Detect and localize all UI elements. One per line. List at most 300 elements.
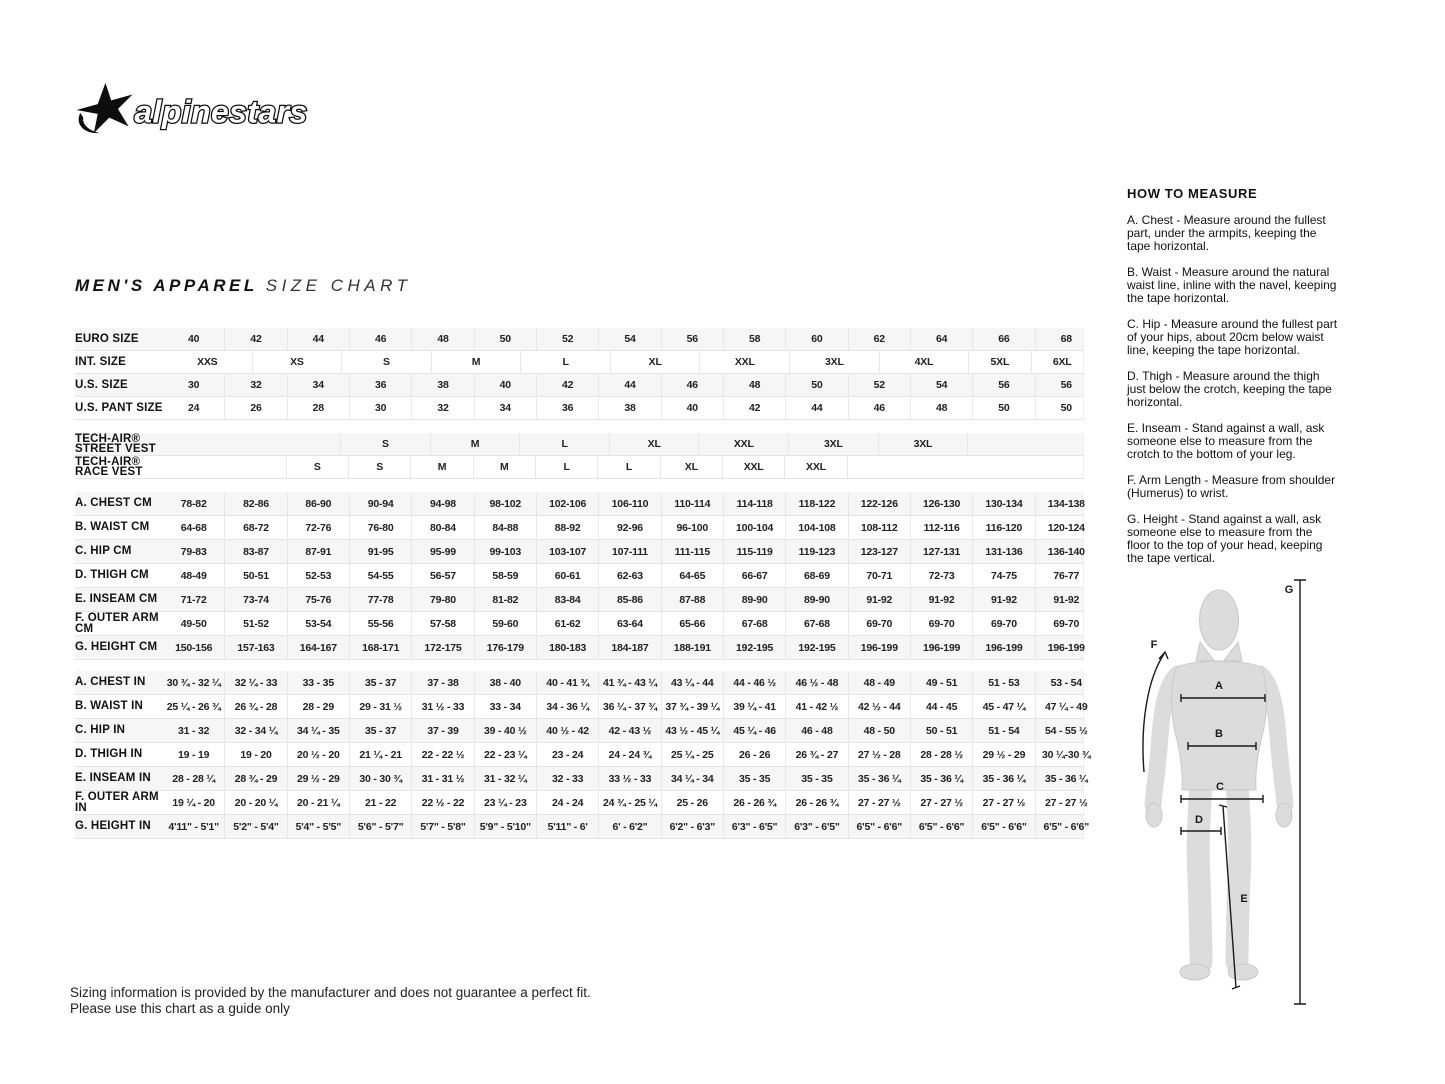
size-cell: 122-126 bbox=[848, 492, 910, 515]
size-cell: 60-61 bbox=[536, 564, 598, 587]
size-cell: 40 bbox=[474, 374, 536, 396]
size-cell: 76-77 bbox=[1035, 564, 1097, 587]
size-cell: 44 - 46 ½ bbox=[723, 671, 785, 694]
figure-label-waist: B bbox=[1215, 728, 1223, 740]
size-cell: 80-84 bbox=[411, 516, 473, 539]
table-row-in-row-6 bbox=[75, 815, 1089, 839]
size-cell: 24 - 24 ¾ bbox=[598, 743, 660, 766]
table-row-cm-row-3 bbox=[75, 564, 1084, 588]
size-cell: 30 - 30 ¾ bbox=[349, 767, 411, 790]
size-cell: 67-68 bbox=[723, 612, 785, 635]
row-label: U.S. PANT SIZE bbox=[75, 401, 163, 414]
size-cell: 196-199 bbox=[972, 636, 1034, 659]
size-cell: 25 ¼ - 26 ¾ bbox=[166, 700, 221, 713]
size-cell: 51 - 53 bbox=[972, 671, 1034, 694]
size-cell: 116-120 bbox=[972, 516, 1034, 539]
size-cell: 71-72 bbox=[180, 593, 207, 606]
size-cell: 34 bbox=[474, 397, 536, 419]
size-cell: 75-76 bbox=[287, 588, 349, 611]
size-cell: 69-70 bbox=[848, 612, 910, 635]
size-cell: 42 - 43 ½ bbox=[598, 719, 660, 742]
size-cell: 130-134 bbox=[972, 492, 1034, 515]
size-cell: 3XL bbox=[789, 351, 879, 373]
size-cell: 84-88 bbox=[474, 516, 536, 539]
size-cell: 3XL bbox=[788, 433, 878, 455]
size-cell: 118-122 bbox=[785, 492, 847, 515]
size-cell: 58 bbox=[723, 328, 785, 350]
row-cells bbox=[163, 695, 1088, 718]
size-cell: 106-110 bbox=[598, 492, 660, 515]
size-cell: 73-74 bbox=[224, 588, 286, 611]
size-cell: 196-199 bbox=[848, 636, 910, 659]
size-cell: 6'3" - 6'5" bbox=[723, 815, 785, 838]
size-cell: 26 ¾ - 28 bbox=[224, 695, 286, 718]
size-cell: 29 ½ - 29 bbox=[287, 767, 349, 790]
size-cell: 91-92 bbox=[848, 588, 910, 611]
table-row-us-pant-size bbox=[75, 397, 1084, 420]
size-cell: 5'2" - 5'4" bbox=[224, 815, 286, 838]
figure-label-inseam: E bbox=[1240, 893, 1248, 905]
size-cell: 50 bbox=[972, 397, 1034, 419]
size-cell: 50-51 bbox=[224, 564, 286, 587]
size-cell: 61-62 bbox=[536, 612, 598, 635]
size-cell: 91-95 bbox=[349, 540, 411, 563]
row-cells bbox=[163, 516, 1084, 539]
size-cell: 50 bbox=[474, 328, 536, 350]
size-cell: 30 ¼-30 ¾ bbox=[1035, 743, 1097, 766]
size-cell: 42 ½ - 44 bbox=[848, 695, 910, 718]
size-cell: 188-191 bbox=[661, 636, 723, 659]
size-cell: 48 bbox=[411, 328, 473, 350]
size-cell: M bbox=[430, 433, 520, 455]
size-cell: 35 - 36 ¼ bbox=[848, 767, 910, 790]
size-cell: 33 ½ - 33 bbox=[598, 767, 660, 790]
size-cell: 26 ¾ - 27 bbox=[785, 743, 847, 766]
row-cells bbox=[163, 719, 1088, 742]
size-cell: 21 ¼ - 21 bbox=[349, 743, 411, 766]
size-cell: 62 bbox=[848, 328, 910, 350]
size-cell: 20 - 21 ¼ bbox=[287, 791, 349, 814]
table-row-in-row-0 bbox=[75, 671, 1084, 695]
size-cell: XL bbox=[660, 456, 722, 478]
size-cell: 46 bbox=[349, 328, 411, 350]
size-cell: 32 bbox=[224, 374, 286, 396]
size-cell: 164-167 bbox=[287, 636, 349, 659]
size-cell: XXL bbox=[784, 456, 846, 478]
size-cell: 102-106 bbox=[536, 492, 598, 515]
size-cell: 34 bbox=[287, 374, 349, 396]
size-cell: 26 - 26 ¾ bbox=[723, 791, 785, 814]
size-cell: 28 - 28 ¼ bbox=[172, 772, 215, 785]
size-cell: 68-72 bbox=[224, 516, 286, 539]
table-row-cm-row-6 bbox=[75, 636, 1084, 660]
row-cells bbox=[163, 767, 1088, 790]
size-cell: 31 - 31 ½ bbox=[411, 767, 473, 790]
size-cell: 6'3" - 6'5" bbox=[785, 815, 847, 838]
size-cell: 66-67 bbox=[723, 564, 785, 587]
size-cell: 54-55 bbox=[349, 564, 411, 587]
size-cell: 89-90 bbox=[785, 588, 847, 611]
size-cell: 72-73 bbox=[910, 564, 972, 587]
footer-line-1: Sizing information is provided by the manufacturer and does not guarantee a perfect fit. bbox=[70, 985, 591, 1000]
row-cells bbox=[163, 397, 1084, 419]
row-label: D. THIGH IN bbox=[75, 748, 143, 761]
size-cell: 53 - 54 bbox=[1035, 671, 1097, 694]
size-cell: 30 bbox=[188, 379, 200, 391]
size-cell: 119-123 bbox=[785, 540, 847, 563]
size-cell: 43 ½ - 45 ¼ bbox=[661, 719, 723, 742]
row-cells bbox=[163, 588, 1084, 611]
table-row-cm-row-1 bbox=[75, 516, 1084, 540]
size-cell: 44 - 45 bbox=[910, 695, 972, 718]
size-cell: 98-102 bbox=[474, 492, 536, 515]
size-cell: 24 bbox=[188, 402, 200, 414]
size-cell: 42 bbox=[723, 397, 785, 419]
row-label: A. CHEST IN bbox=[75, 676, 146, 689]
size-cell: 192-195 bbox=[723, 636, 785, 659]
size-cell: 43 ¼ - 44 bbox=[661, 671, 723, 694]
size-cell: 70-71 bbox=[848, 564, 910, 587]
size-cell: 35 - 36 ¼ bbox=[1035, 767, 1097, 790]
figure-label-arm: F bbox=[1150, 639, 1158, 651]
size-cell: XXL bbox=[699, 351, 789, 373]
size-cell: 28 - 28 ½ bbox=[910, 743, 972, 766]
size-cell: 67-68 bbox=[785, 612, 847, 635]
size-cell: 36 ¼ - 37 ¾ bbox=[598, 695, 660, 718]
size-cell: 87-91 bbox=[287, 540, 349, 563]
size-cell: 55-56 bbox=[349, 612, 411, 635]
size-cell: 56 bbox=[661, 328, 723, 350]
size-cell: 44 bbox=[598, 374, 660, 396]
size-cell: 46 - 48 bbox=[785, 719, 847, 742]
size-cell: 60 bbox=[785, 328, 847, 350]
size-cell: 41 - 42 ½ bbox=[785, 695, 847, 718]
size-cell: 65-66 bbox=[661, 612, 723, 635]
size-cell: 28 bbox=[287, 397, 349, 419]
size-cell: 40 bbox=[661, 397, 723, 419]
row-label: B. WAIST IN bbox=[75, 700, 144, 713]
row-label: TECH-AIR® RACE VEST bbox=[75, 455, 143, 478]
size-cell: 54 bbox=[910, 374, 972, 396]
size-cell: 30 bbox=[349, 397, 411, 419]
size-cell: 108-112 bbox=[848, 516, 910, 539]
page-title-primary: MEN'S APPAREL bbox=[75, 276, 258, 295]
measure-instruction-d: D. Thigh - Measure around the thigh just below the crotch, keeping the tape horizontal. bbox=[1127, 369, 1332, 409]
how-to-measure-panel bbox=[1127, 186, 1339, 578]
size-cell: 85-86 bbox=[598, 588, 660, 611]
size-cell: 104-108 bbox=[785, 516, 847, 539]
size-cell: 28 ¾ - 29 bbox=[224, 767, 286, 790]
size-cell: 196-199 bbox=[1035, 636, 1097, 659]
page-title-secondary: SIZE CHART bbox=[265, 276, 412, 295]
row-label: E. INSEAM CM bbox=[75, 593, 158, 606]
size-cell: 51-52 bbox=[224, 612, 286, 635]
size-cell: 83-84 bbox=[536, 588, 598, 611]
size-cell: 32 ¼ - 33 bbox=[224, 671, 286, 694]
size-cell: 22 - 22 ½ bbox=[411, 743, 473, 766]
size-cell: 34 ¼ - 34 bbox=[661, 767, 723, 790]
size-cell: 180-183 bbox=[536, 636, 598, 659]
size-cell: 120-124 bbox=[1035, 516, 1097, 539]
size-cell: 76-80 bbox=[349, 516, 411, 539]
size-cell: 100-104 bbox=[723, 516, 785, 539]
size-cell: 58-59 bbox=[474, 564, 536, 587]
row-label: F. OUTER ARM IN bbox=[75, 791, 159, 814]
size-cell: 48 - 50 bbox=[848, 719, 910, 742]
size-cell: XXL bbox=[722, 456, 784, 478]
size-cell: 157-163 bbox=[224, 636, 286, 659]
size-cell: 6'5" - 6'6" bbox=[910, 815, 972, 838]
size-cell: S bbox=[340, 433, 430, 455]
size-cell: 96-100 bbox=[661, 516, 723, 539]
size-cell: 19 - 20 bbox=[224, 743, 286, 766]
size-cell: 56-57 bbox=[411, 564, 473, 587]
size-cell: 37 - 38 bbox=[411, 671, 473, 694]
size-cell: 6'2" - 6'3" bbox=[661, 815, 723, 838]
figure-label-thigh: D bbox=[1195, 814, 1203, 826]
size-cell: S bbox=[286, 456, 348, 478]
size-cell: 82-86 bbox=[224, 492, 286, 515]
size-cell: 42 bbox=[536, 374, 598, 396]
row-label: D. THIGH CM bbox=[75, 569, 149, 582]
size-cell: 87-88 bbox=[661, 588, 723, 611]
how-to-measure-title: HOW TO MEASURE bbox=[1127, 186, 1258, 201]
size-cell: 24 - 24 bbox=[536, 791, 598, 814]
size-cell: 25 - 26 bbox=[661, 791, 723, 814]
size-cell: 5'11" - 6' bbox=[536, 815, 598, 838]
size-cell: 25 ¼ - 25 bbox=[661, 743, 723, 766]
size-cell: 83-87 bbox=[224, 540, 286, 563]
size-cell: 45 ¼ - 46 bbox=[723, 719, 785, 742]
row-label: A. CHEST CM bbox=[75, 497, 152, 510]
size-cell: 192-195 bbox=[785, 636, 847, 659]
size-cell bbox=[847, 456, 1093, 478]
row-cells bbox=[163, 636, 1084, 659]
size-cell: 68 bbox=[1035, 328, 1097, 350]
size-cell: 52 bbox=[848, 374, 910, 396]
size-cell: 26 bbox=[224, 397, 286, 419]
size-cell: 89-90 bbox=[723, 588, 785, 611]
size-cell: 99-103 bbox=[474, 540, 536, 563]
row-label: E. INSEAM IN bbox=[75, 772, 151, 785]
size-cell: 50 bbox=[785, 374, 847, 396]
size-cell: 26 - 26 ¾ bbox=[785, 791, 847, 814]
row-label: EURO SIZE bbox=[75, 332, 139, 345]
size-cell: 35 - 36 ¼ bbox=[972, 767, 1034, 790]
row-label: G. HEIGHT IN bbox=[75, 820, 151, 833]
size-cell: 33 - 34 bbox=[474, 695, 536, 718]
size-cell: 184-187 bbox=[598, 636, 660, 659]
size-cell bbox=[163, 456, 286, 478]
row-label: TECH-AIR® STREET VEST bbox=[75, 432, 156, 455]
size-cell: 32 - 33 bbox=[536, 767, 598, 790]
row-cells bbox=[163, 564, 1084, 587]
row-label: G. HEIGHT CM bbox=[75, 641, 158, 654]
size-cell: L bbox=[520, 351, 610, 373]
size-cell: 40 - 41 ¾ bbox=[536, 671, 598, 694]
size-cell: 31 - 32 bbox=[178, 724, 210, 737]
size-cell: 37 - 39 bbox=[411, 719, 473, 742]
measure-instruction-b: B. Waist - Measure around the natural waist line, inline with the navel, keeping the tape horizontal. bbox=[1127, 265, 1337, 305]
size-cell: 35 - 37 bbox=[349, 719, 411, 742]
size-cell: 79-83 bbox=[180, 545, 207, 558]
measure-instruction-a: A. Chest - Measure around the fullest part, under the armpits, keeping the tape horizontal. bbox=[1127, 213, 1326, 253]
size-cell: 27 - 27 ½ bbox=[848, 791, 910, 814]
size-cell: 81-82 bbox=[474, 588, 536, 611]
row-cells bbox=[163, 328, 1084, 350]
size-cell: 54 - 55 ½ bbox=[1035, 719, 1097, 742]
size-cell: 34 - 36 ¼ bbox=[536, 695, 598, 718]
size-cell: 48 - 49 bbox=[848, 671, 910, 694]
size-cell: 28 - 29 bbox=[287, 695, 349, 718]
size-cell: XL bbox=[610, 351, 700, 373]
size-cell: 62-63 bbox=[598, 564, 660, 587]
row-label: C. HIP CM bbox=[75, 545, 132, 558]
table-row-in-row-3 bbox=[75, 743, 1091, 767]
size-cell: 19 ¼ - 20 bbox=[172, 796, 215, 809]
table-row-in-row-2 bbox=[75, 719, 1088, 743]
size-cell: 64-68 bbox=[180, 521, 207, 534]
row-label: U.S. SIZE bbox=[75, 378, 128, 391]
size-cell: 27 - 27 ½ bbox=[910, 791, 972, 814]
size-cell: 35 - 36 ¼ bbox=[910, 767, 972, 790]
size-cell: 88-92 bbox=[536, 516, 598, 539]
size-cell: 5'6" - 5'7" bbox=[349, 815, 411, 838]
size-cell: 176-179 bbox=[474, 636, 536, 659]
size-cell: 110-114 bbox=[661, 492, 723, 515]
size-cell: 53-54 bbox=[287, 612, 349, 635]
size-cell bbox=[967, 433, 1091, 455]
row-cells bbox=[163, 540, 1084, 563]
measure-instruction-c: C. Hip - Measure around the fullest part of your hips, about 20cm below waist line, keeping the tape horizontal. bbox=[1127, 317, 1338, 357]
size-cell: 78-82 bbox=[180, 497, 207, 510]
size-cell: 66 bbox=[972, 328, 1034, 350]
size-cell: XXS bbox=[197, 356, 218, 368]
size-cell: 20 ½ - 20 bbox=[287, 743, 349, 766]
size-cell: 45 - 47 ¼ bbox=[972, 695, 1034, 718]
size-cell: 51 - 54 bbox=[972, 719, 1034, 742]
size-cell: 30 ¾ - 32 ¼ bbox=[166, 676, 221, 689]
size-cell: 20 - 20 ¼ bbox=[224, 791, 286, 814]
size-cell: 36 bbox=[349, 374, 411, 396]
size-cell: 42 bbox=[224, 328, 286, 350]
alpinestars-logo bbox=[72, 82, 324, 136]
size-cell: 91-92 bbox=[910, 588, 972, 611]
size-cell: 32 bbox=[411, 397, 473, 419]
size-cell: M bbox=[431, 351, 521, 373]
size-cell: XXL bbox=[698, 433, 788, 455]
size-cell: 6' - 6'2" bbox=[598, 815, 660, 838]
size-cell: 95-99 bbox=[411, 540, 473, 563]
table-row-cm-row-5 bbox=[75, 612, 1084, 636]
row-cells bbox=[163, 791, 1088, 814]
size-cell: 6XL bbox=[1031, 351, 1093, 373]
size-cell: 4'11" - 5'1" bbox=[168, 820, 219, 833]
size-cell: 112-116 bbox=[910, 516, 972, 539]
footer-line-2: Please use this chart as a guide only bbox=[70, 1000, 290, 1016]
size-cell: 115-119 bbox=[723, 540, 785, 563]
size-cell: 32 - 34 ¼ bbox=[224, 719, 286, 742]
size-cell: 39 - 40 ½ bbox=[474, 719, 536, 742]
size-cell: 91-92 bbox=[1035, 588, 1097, 611]
size-cell: 59-60 bbox=[474, 612, 536, 635]
size-cell: 47 ¼ - 49 bbox=[1035, 695, 1097, 718]
row-cells bbox=[163, 456, 1084, 478]
size-cell: 36 bbox=[536, 397, 598, 419]
size-cell: 64 bbox=[910, 328, 972, 350]
row-cells bbox=[163, 815, 1089, 838]
size-cell: 172-175 bbox=[411, 636, 473, 659]
size-cell: 33 - 35 bbox=[287, 671, 349, 694]
size-cell: 38 bbox=[411, 374, 473, 396]
row-cells bbox=[163, 671, 1084, 694]
size-cell: 90-94 bbox=[349, 492, 411, 515]
size-cell: 72-76 bbox=[287, 516, 349, 539]
size-cell: 52 bbox=[536, 328, 598, 350]
size-cell: 19 - 19 bbox=[178, 748, 210, 761]
size-cell: 22 ½ - 22 bbox=[411, 791, 473, 814]
size-cell: 56 bbox=[1035, 374, 1097, 396]
page-title bbox=[75, 276, 412, 296]
row-label: C. HIP IN bbox=[75, 724, 126, 737]
size-cell: 4XL bbox=[879, 351, 969, 373]
size-cell: 123-127 bbox=[848, 540, 910, 563]
size-cell: L bbox=[597, 456, 659, 478]
size-cell: 31 ½ - 33 bbox=[411, 695, 473, 718]
size-cell: 48-49 bbox=[180, 569, 207, 582]
table-row-int-size bbox=[75, 351, 1084, 374]
size-cell: 23 - 24 bbox=[536, 743, 598, 766]
logo-text: alpinestars bbox=[134, 93, 308, 130]
size-cell: 37 ¾ - 39 ¼ bbox=[661, 695, 723, 718]
size-cell: 22 - 23 ¼ bbox=[474, 743, 536, 766]
size-cell: 134-138 bbox=[1035, 492, 1097, 515]
table-row-us-size bbox=[75, 374, 1084, 397]
size-cell: 29 ½ - 29 bbox=[972, 743, 1034, 766]
size-cell: L bbox=[519, 433, 609, 455]
size-cell bbox=[163, 433, 340, 455]
size-cell: 38 bbox=[598, 397, 660, 419]
size-cell: 52-53 bbox=[287, 564, 349, 587]
size-cell: 79-80 bbox=[411, 588, 473, 611]
size-cell: 35 - 35 bbox=[785, 767, 847, 790]
height-measure-line bbox=[1294, 580, 1306, 1004]
size-table bbox=[75, 328, 1091, 839]
size-cell: 126-130 bbox=[910, 492, 972, 515]
size-cell: 35 - 37 bbox=[349, 671, 411, 694]
size-cell: 103-107 bbox=[536, 540, 598, 563]
size-cell: 46 bbox=[661, 374, 723, 396]
row-cells bbox=[163, 743, 1091, 766]
measure-instruction-e: E. Inseam - Stand against a wall, ask someone else to measure from the crotch to the bottom of your leg. bbox=[1127, 421, 1325, 461]
size-cell: 150-156 bbox=[175, 641, 213, 654]
table-row-in-row-4 bbox=[75, 767, 1088, 791]
size-cell: 5'9" - 5'10" bbox=[474, 815, 536, 838]
table-row-in-row-5 bbox=[75, 791, 1088, 815]
size-cell: 5'7" - 5'8" bbox=[411, 815, 473, 838]
row-cells bbox=[163, 612, 1084, 635]
row-label: B. WAIST CM bbox=[75, 521, 150, 534]
size-cell: 41 ¾ - 43 ¼ bbox=[598, 671, 660, 694]
size-cell: 6'5" - 6'6" bbox=[1035, 815, 1097, 838]
table-row-cm-row-0 bbox=[75, 492, 1084, 516]
size-cell: 136-140 bbox=[1035, 540, 1097, 563]
size-cell: 94-98 bbox=[411, 492, 473, 515]
size-cell: 50 bbox=[1035, 397, 1097, 419]
size-cell: S bbox=[341, 351, 431, 373]
table-row-euro-size bbox=[75, 328, 1084, 351]
size-cell: 40 bbox=[188, 333, 200, 345]
